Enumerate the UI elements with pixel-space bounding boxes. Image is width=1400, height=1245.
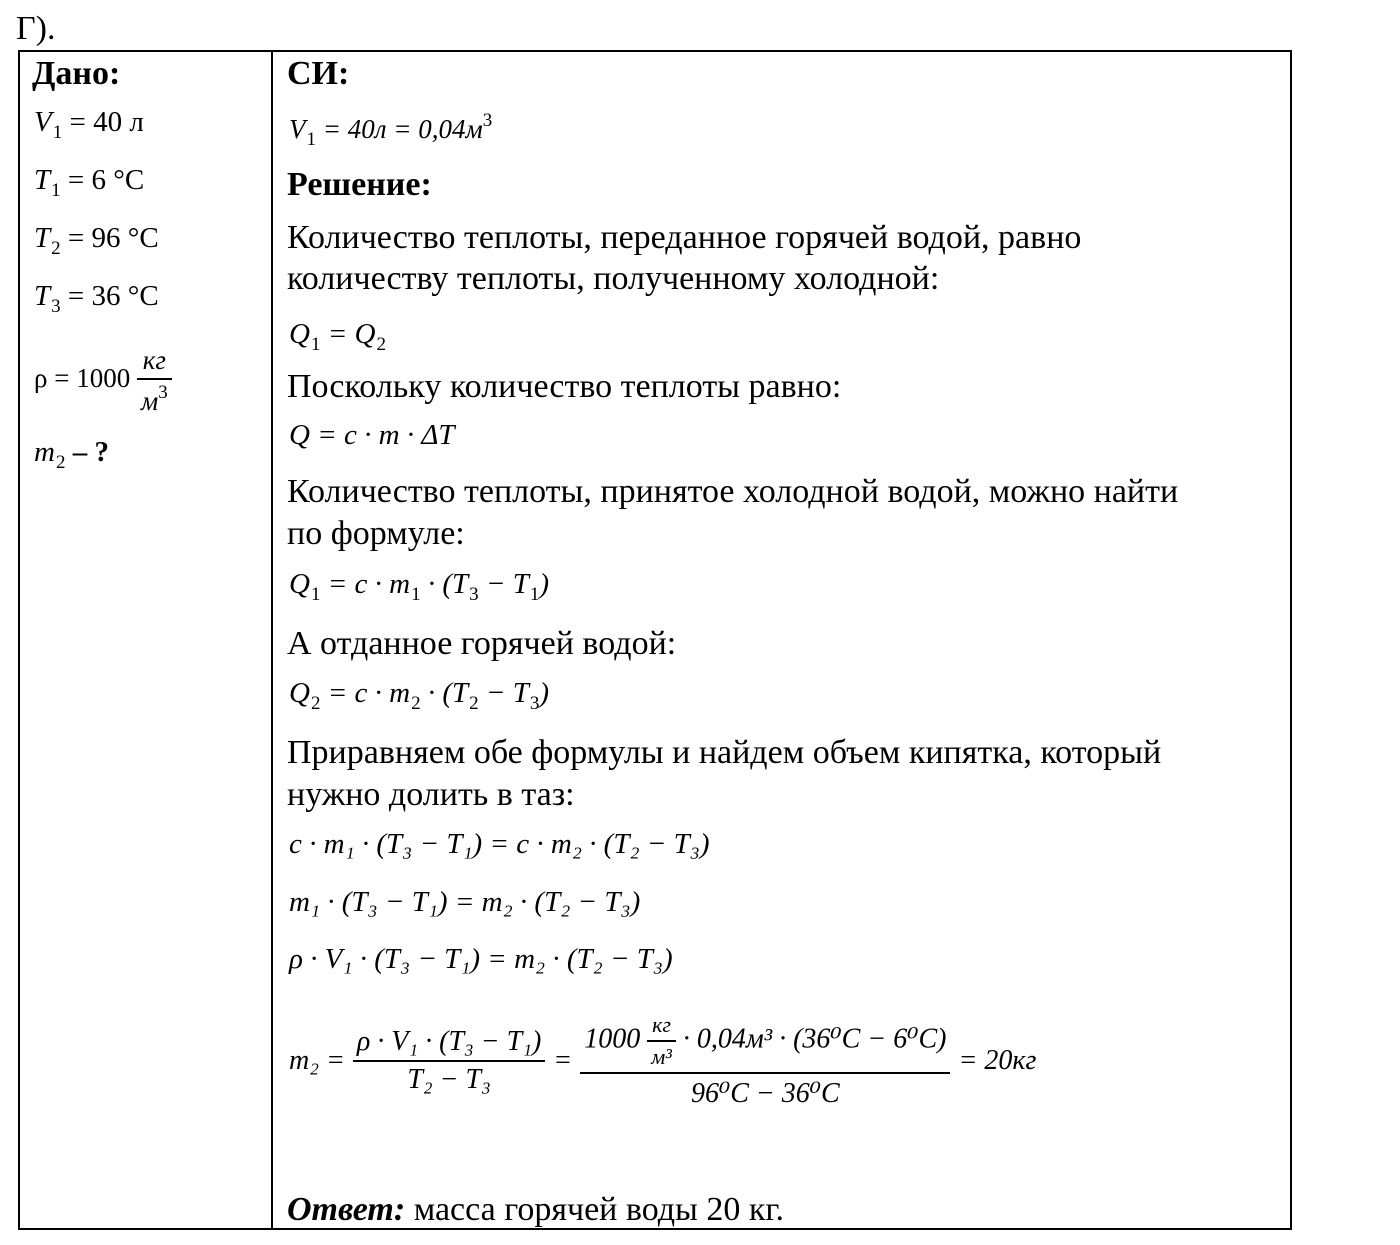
given-heading: Дано: — [32, 55, 121, 92]
si-heading: СИ: — [287, 55, 350, 92]
given-t3: $T_3 = 36$ °C — [34, 280, 159, 317]
given-t1: $T_1 = 6$ °C — [34, 164, 145, 201]
final-fraction-2: 1000 $\frac{кг}{\text{м³}}$ · 0,04м³ · (36⁰C − 6⁰C) 96⁰C − 36⁰C — [580, 1012, 950, 1110]
final-lhs: m₂ = — [289, 1045, 345, 1076]
equation-q1: $Q_1 = c \cdot m_1 \cdot (T_3 - T_1)$ — [289, 568, 550, 605]
si-conversion: $V_1 = 40л = 0,04м^3$ — [289, 110, 493, 150]
equation-balance-2: m₁ · (T₃ − T₁) = m₂ · (T₂ − T₃) — [289, 886, 641, 918]
paragraph-1-line-2: количеству теплоты, полученному холодной: — [287, 260, 940, 297]
paragraph-5-line-1: Приравняем обе формулы и найдем объем кипятка, который — [287, 734, 1162, 771]
page-label: Г). — [16, 10, 56, 47]
solution-heading: Решение: — [287, 166, 432, 203]
given-find: $m_2$ – ? — [34, 436, 109, 473]
given-v1: $V_1 = 40$ л — [34, 106, 144, 143]
equation-balance-3: ρ · V₁ · (T₃ − T₁) = m₂ · (T₂ − T₃) — [289, 943, 673, 975]
final-result: = 20кг — [958, 1045, 1037, 1076]
paragraph-5-line-2: нужно долить в таз: — [287, 776, 575, 813]
equation-balance-1: c · m₁ · (T₃ − T₁) = c · m₂ · (T₂ − T₃) — [289, 828, 710, 860]
paragraph-1-line-1: Количество теплоты, переданное горячей водой, равно — [287, 219, 1082, 256]
answer-label: Ответ: — [287, 1191, 406, 1228]
paragraph-3-line-1: Количество теплоты, принятое холодной водой, можно найти — [287, 473, 1179, 510]
paragraph-3-line-2: по формуле: — [287, 515, 465, 552]
answer-text: масса горячей воды 20 кг. — [405, 1191, 784, 1228]
equation-final — [289, 1012, 1036, 1110]
answer — [287, 1191, 784, 1229]
given-t2: $T_2 = 96$ °C — [34, 222, 159, 259]
equation-q2: $Q_2 = c \cdot m_2 \cdot (T_2 - T_3)$ — [289, 677, 550, 714]
paragraph-4: А отданное горячей водой: — [287, 625, 677, 662]
paragraph-2: Поскольку количество теплоты равно: — [287, 368, 842, 405]
equation-q1-q2: $Q_1 = Q_2$ — [289, 318, 386, 355]
given-density: ρ = 1000 $\frac{кг}{м^3}$ — [34, 345, 172, 417]
column-divider — [271, 50, 273, 1230]
final-equals: = — [553, 1045, 573, 1076]
equation-heat: Q = c · m · ΔT — [289, 419, 455, 451]
final-fraction-1: $\frac{\text{ρ · V₁ · (T₃ − T₁)}}{\text{T₂ − T₃}}$ — [353, 1026, 545, 1096]
